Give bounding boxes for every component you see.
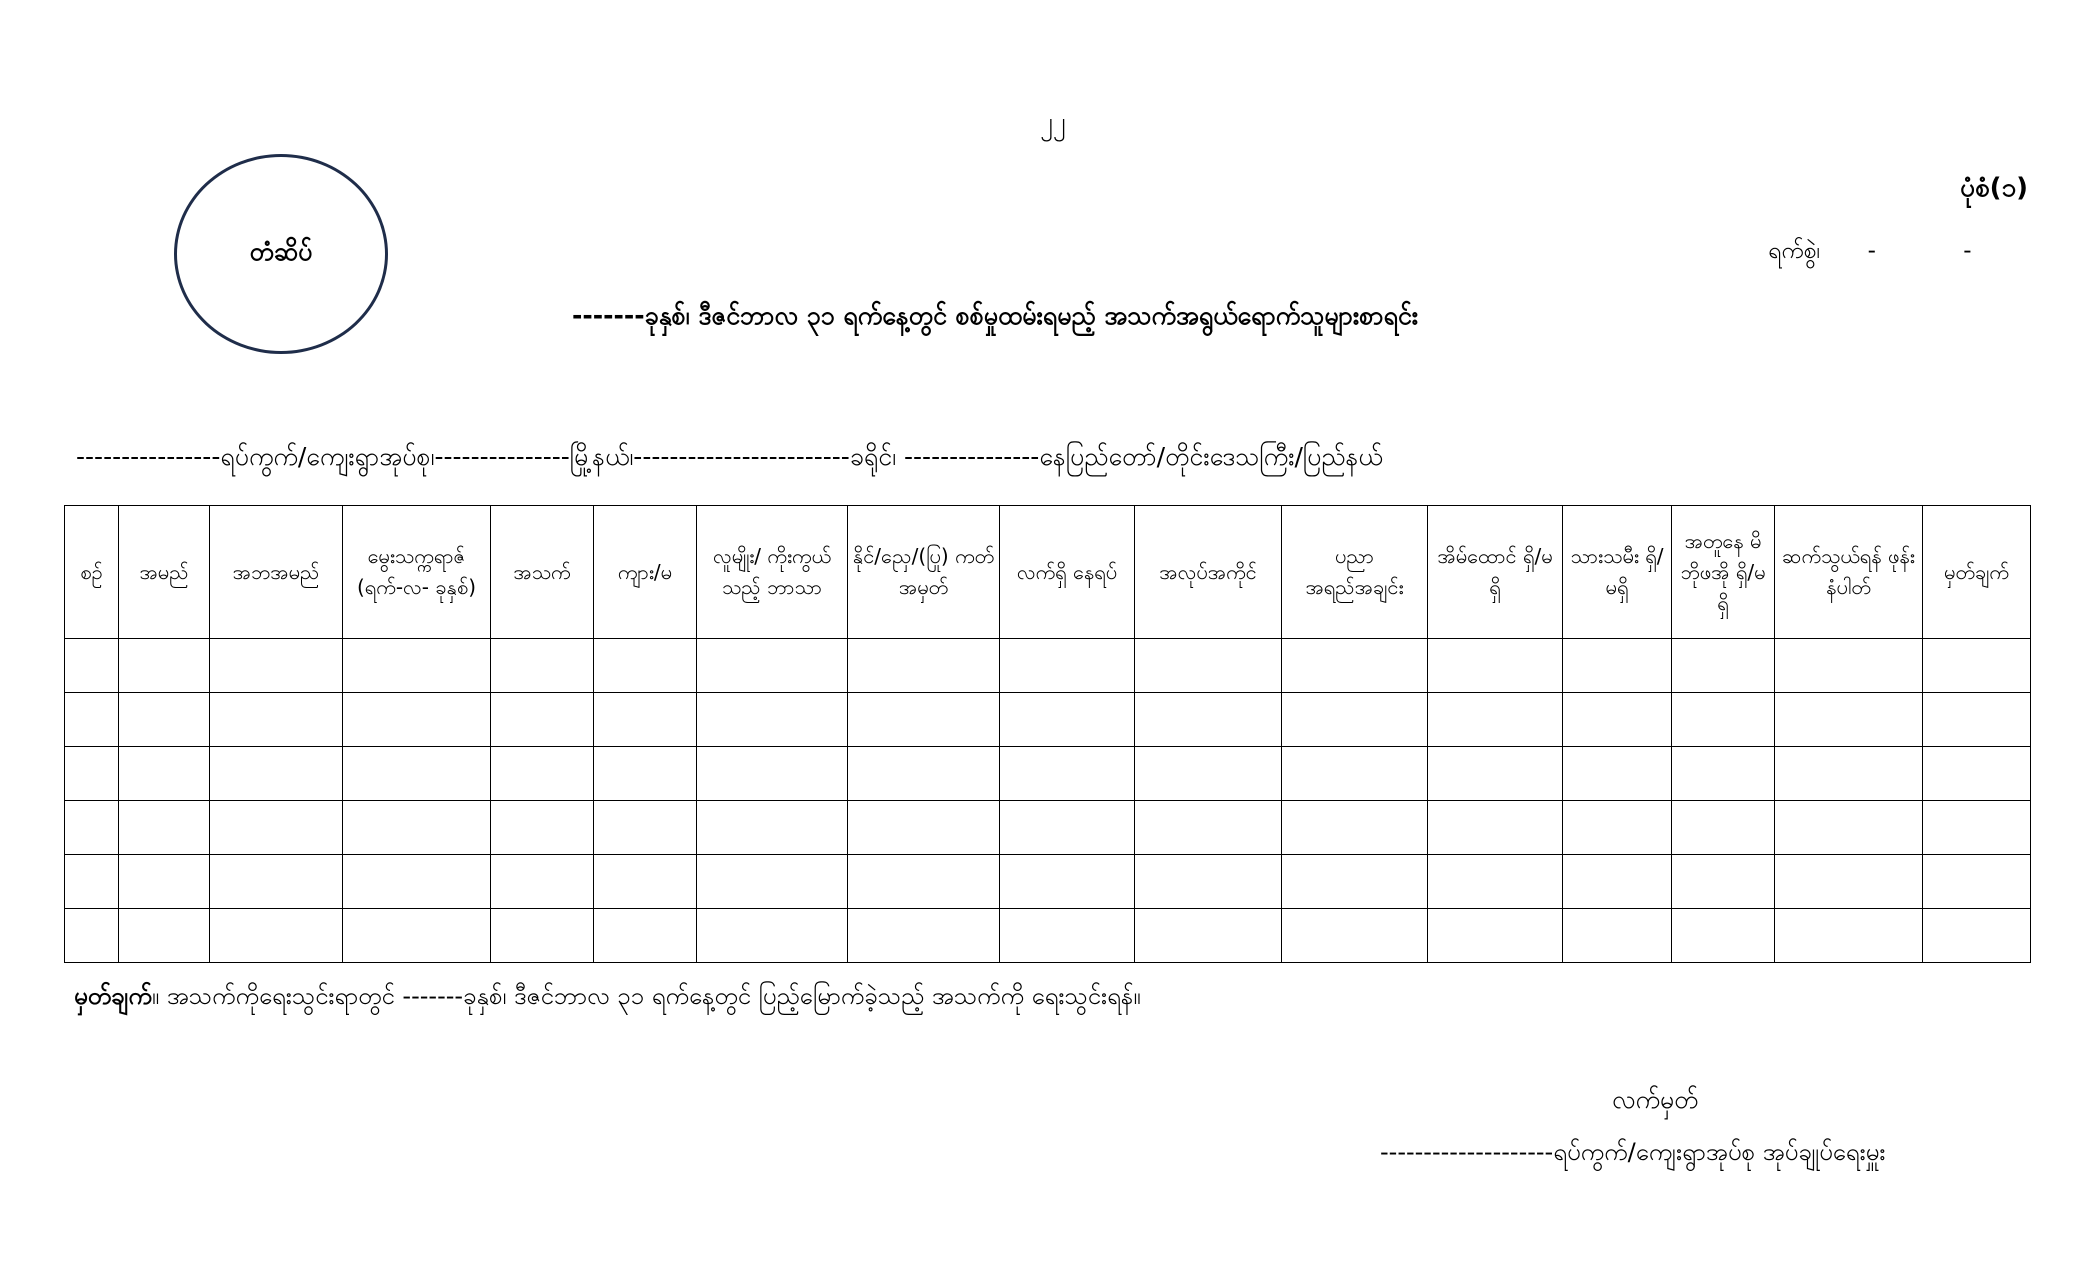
table-cell[interactable] [848,747,1000,801]
table-cell[interactable] [1775,747,1923,801]
footnote-text: ။ အသက်ကိုရေးသွင်းရာတွင် -------ခုနှစ်၊ ဒီဇင်ဘာလ ၃၁ ရက်နေ့တွင် ပြည့်မြောက်ခဲ့သည့် အသက်ကို ရေးသွင်းရန်။ [151,982,1141,1010]
table-cell[interactable] [1923,693,2031,747]
column-header: လက်ရှိ နေရပ် [1000,506,1135,639]
table-cell[interactable] [1282,693,1428,747]
table-cell[interactable] [1428,639,1563,693]
table-cell[interactable] [1672,801,1775,855]
table-cell[interactable] [343,909,491,963]
column-header: နိုင်/ညှေ/(ပြု) ကတ်အမှတ် [848,506,1000,639]
table-cell[interactable] [119,855,210,909]
table-cell[interactable] [1135,909,1282,963]
table-cell[interactable] [594,693,697,747]
table-cell[interactable] [848,909,1000,963]
table-cell[interactable] [848,855,1000,909]
table-cell[interactable] [1282,801,1428,855]
table-cell[interactable] [491,855,594,909]
table-cell[interactable] [594,747,697,801]
table-cell[interactable] [65,693,119,747]
table-cell[interactable] [697,639,848,693]
column-header: မွေးသက္ကရာဇ် (ရက်-လ- ခုနှစ်) [343,506,491,639]
table-cell[interactable] [1775,909,1923,963]
table-cell[interactable] [1923,747,2031,801]
location-line: ----------------ရပ်ကွက်/ကျေးရွာအုပ်စု၊---------------မြို့နယ်၊------------------------ခရိုင်၊ ---------------နေပြည်တော်/တိုင်းဒေသကြီး/ပြည်နယ် [76,442,1383,471]
table-cell[interactable] [1428,909,1563,963]
table-cell[interactable] [1428,801,1563,855]
table-cell[interactable] [697,693,848,747]
table-cell[interactable] [491,747,594,801]
table-cell[interactable] [1672,693,1775,747]
table-cell[interactable] [1282,855,1428,909]
table-row [65,909,2031,963]
table-cell[interactable] [1282,747,1428,801]
column-header: မှတ်ချက် [1923,506,2031,639]
table-cell[interactable] [1775,639,1923,693]
column-header: ဆက်သွယ်ရန် ဖုန်းနံပါတ် [1775,506,1923,639]
table-cell[interactable] [848,693,1000,747]
table-cell[interactable] [697,801,848,855]
column-header: ပညာ အရည်အချင်း [1282,506,1428,639]
table-cell[interactable] [119,747,210,801]
table-cell[interactable] [1000,801,1135,855]
table-cell[interactable] [1000,747,1135,801]
table-cell[interactable] [1923,639,2031,693]
table-cell[interactable] [1428,693,1563,747]
table-cell[interactable] [1135,747,1282,801]
table-cell[interactable] [1000,693,1135,747]
table-cell[interactable] [491,639,594,693]
table-cell[interactable] [1282,909,1428,963]
table-cell[interactable] [1775,801,1923,855]
table-cell[interactable] [1923,801,2031,855]
table-cell[interactable] [65,909,119,963]
column-header: လူမျိုး/ ကိုးကွယ်သည့် ဘာသာ [697,506,848,639]
footnote [74,980,1141,1016]
table-cell[interactable] [1563,639,1672,693]
table-cell[interactable] [1923,909,2031,963]
table-cell[interactable] [65,855,119,909]
table-cell[interactable] [491,801,594,855]
table-cell[interactable] [210,855,343,909]
table-cell[interactable] [594,639,697,693]
table-cell[interactable] [119,909,210,963]
table-cell[interactable] [1135,855,1282,909]
document-title: -------ခုနှစ်၊ ဒီဇင်ဘာလ ၃၁ ရက်နေ့တွင် စစ်မှုထမ်းရမည့် အသက်အရွယ်ရောက်သူများစာရင်း [572,301,1419,330]
table-row [65,693,2031,747]
table-cell[interactable] [1135,801,1282,855]
table-cell[interactable] [1000,909,1135,963]
table-row [65,639,2031,693]
signature-label: လက်မှတ် [1612,1085,1699,1114]
table-row [65,855,2031,909]
column-header: သားသမီး ရှိ/မရှိ [1563,506,1672,639]
registration-table [64,505,2031,963]
table-cell[interactable] [1135,639,1282,693]
table-cell[interactable] [343,855,491,909]
table-cell[interactable] [594,801,697,855]
table-cell[interactable] [848,801,1000,855]
table-cell[interactable] [65,747,119,801]
table-cell[interactable] [1563,801,1672,855]
table-cell[interactable] [491,909,594,963]
table-cell[interactable] [848,639,1000,693]
table-row [65,801,2031,855]
table-cell[interactable] [119,639,210,693]
table-cell[interactable] [1428,747,1563,801]
table-cell[interactable] [1563,909,1672,963]
table-cell[interactable] [343,693,491,747]
column-header: အလုပ်အကိုင် [1135,506,1282,639]
table-cell[interactable] [697,909,848,963]
table-cell[interactable] [343,639,491,693]
table-cell[interactable] [697,855,848,909]
column-header: အဘအမည် [210,506,343,639]
column-header: စဉ် [65,506,119,639]
table-cell[interactable] [210,747,343,801]
date-separator: - [1867,238,1876,264]
date-label: ရက်စွဲ၊ [1768,238,1821,264]
table-cell[interactable] [1000,639,1135,693]
column-header: အသက် [491,506,594,639]
table-cell[interactable] [1428,855,1563,909]
form-number: ပုံစံ(၁) [1960,173,2028,203]
table-cell[interactable] [1672,855,1775,909]
table-cell[interactable] [1135,693,1282,747]
table-cell[interactable] [210,801,343,855]
table-cell[interactable] [1923,855,2031,909]
column-header: ကျား/မ [594,506,697,639]
table-cell[interactable] [65,801,119,855]
date-separator: - [1963,238,1972,264]
table-cell[interactable] [1563,693,1672,747]
table-cell[interactable] [1282,639,1428,693]
table-cell[interactable] [1000,855,1135,909]
table-cell[interactable] [210,909,343,963]
seal-label: တံဆိပ် [249,236,313,266]
table-cell[interactable] [210,639,343,693]
footnote-label: မှတ်ချက် [74,982,152,1010]
table-cell[interactable] [1563,747,1672,801]
table-cell[interactable] [1563,855,1672,909]
column-header: အမည် [119,506,210,639]
column-header: အတူနေ မိဘိုဖအို ရှိ/မရှိ [1672,506,1775,639]
page-number: ၂၂ [1040,107,1066,137]
table-cell[interactable] [1672,639,1775,693]
table-row [65,747,2031,801]
table-cell[interactable] [210,693,343,747]
signatory-title: --------------------ရပ်ကွက်/ကျေးရွာအုပ်စု အုပ်ချုပ်ရေးမှူး [1380,1138,1886,1166]
table-cell[interactable] [65,639,119,693]
table-cell[interactable] [594,909,697,963]
column-header: အိမ်ထောင် ရှိ/မရှိ [1428,506,1563,639]
table-cell[interactable] [119,693,210,747]
table-cell[interactable] [1775,855,1923,909]
table-cell[interactable] [119,801,210,855]
table-cell[interactable] [1775,693,1923,747]
table-cell[interactable] [491,693,594,747]
table-cell[interactable] [594,855,697,909]
table-cell[interactable] [697,747,848,801]
table-cell[interactable] [343,801,491,855]
table-cell[interactable] [1672,909,1775,963]
table-header-row [65,506,2031,639]
table-cell[interactable] [343,747,491,801]
date-line [1768,236,1972,270]
table-cell[interactable] [1672,747,1775,801]
